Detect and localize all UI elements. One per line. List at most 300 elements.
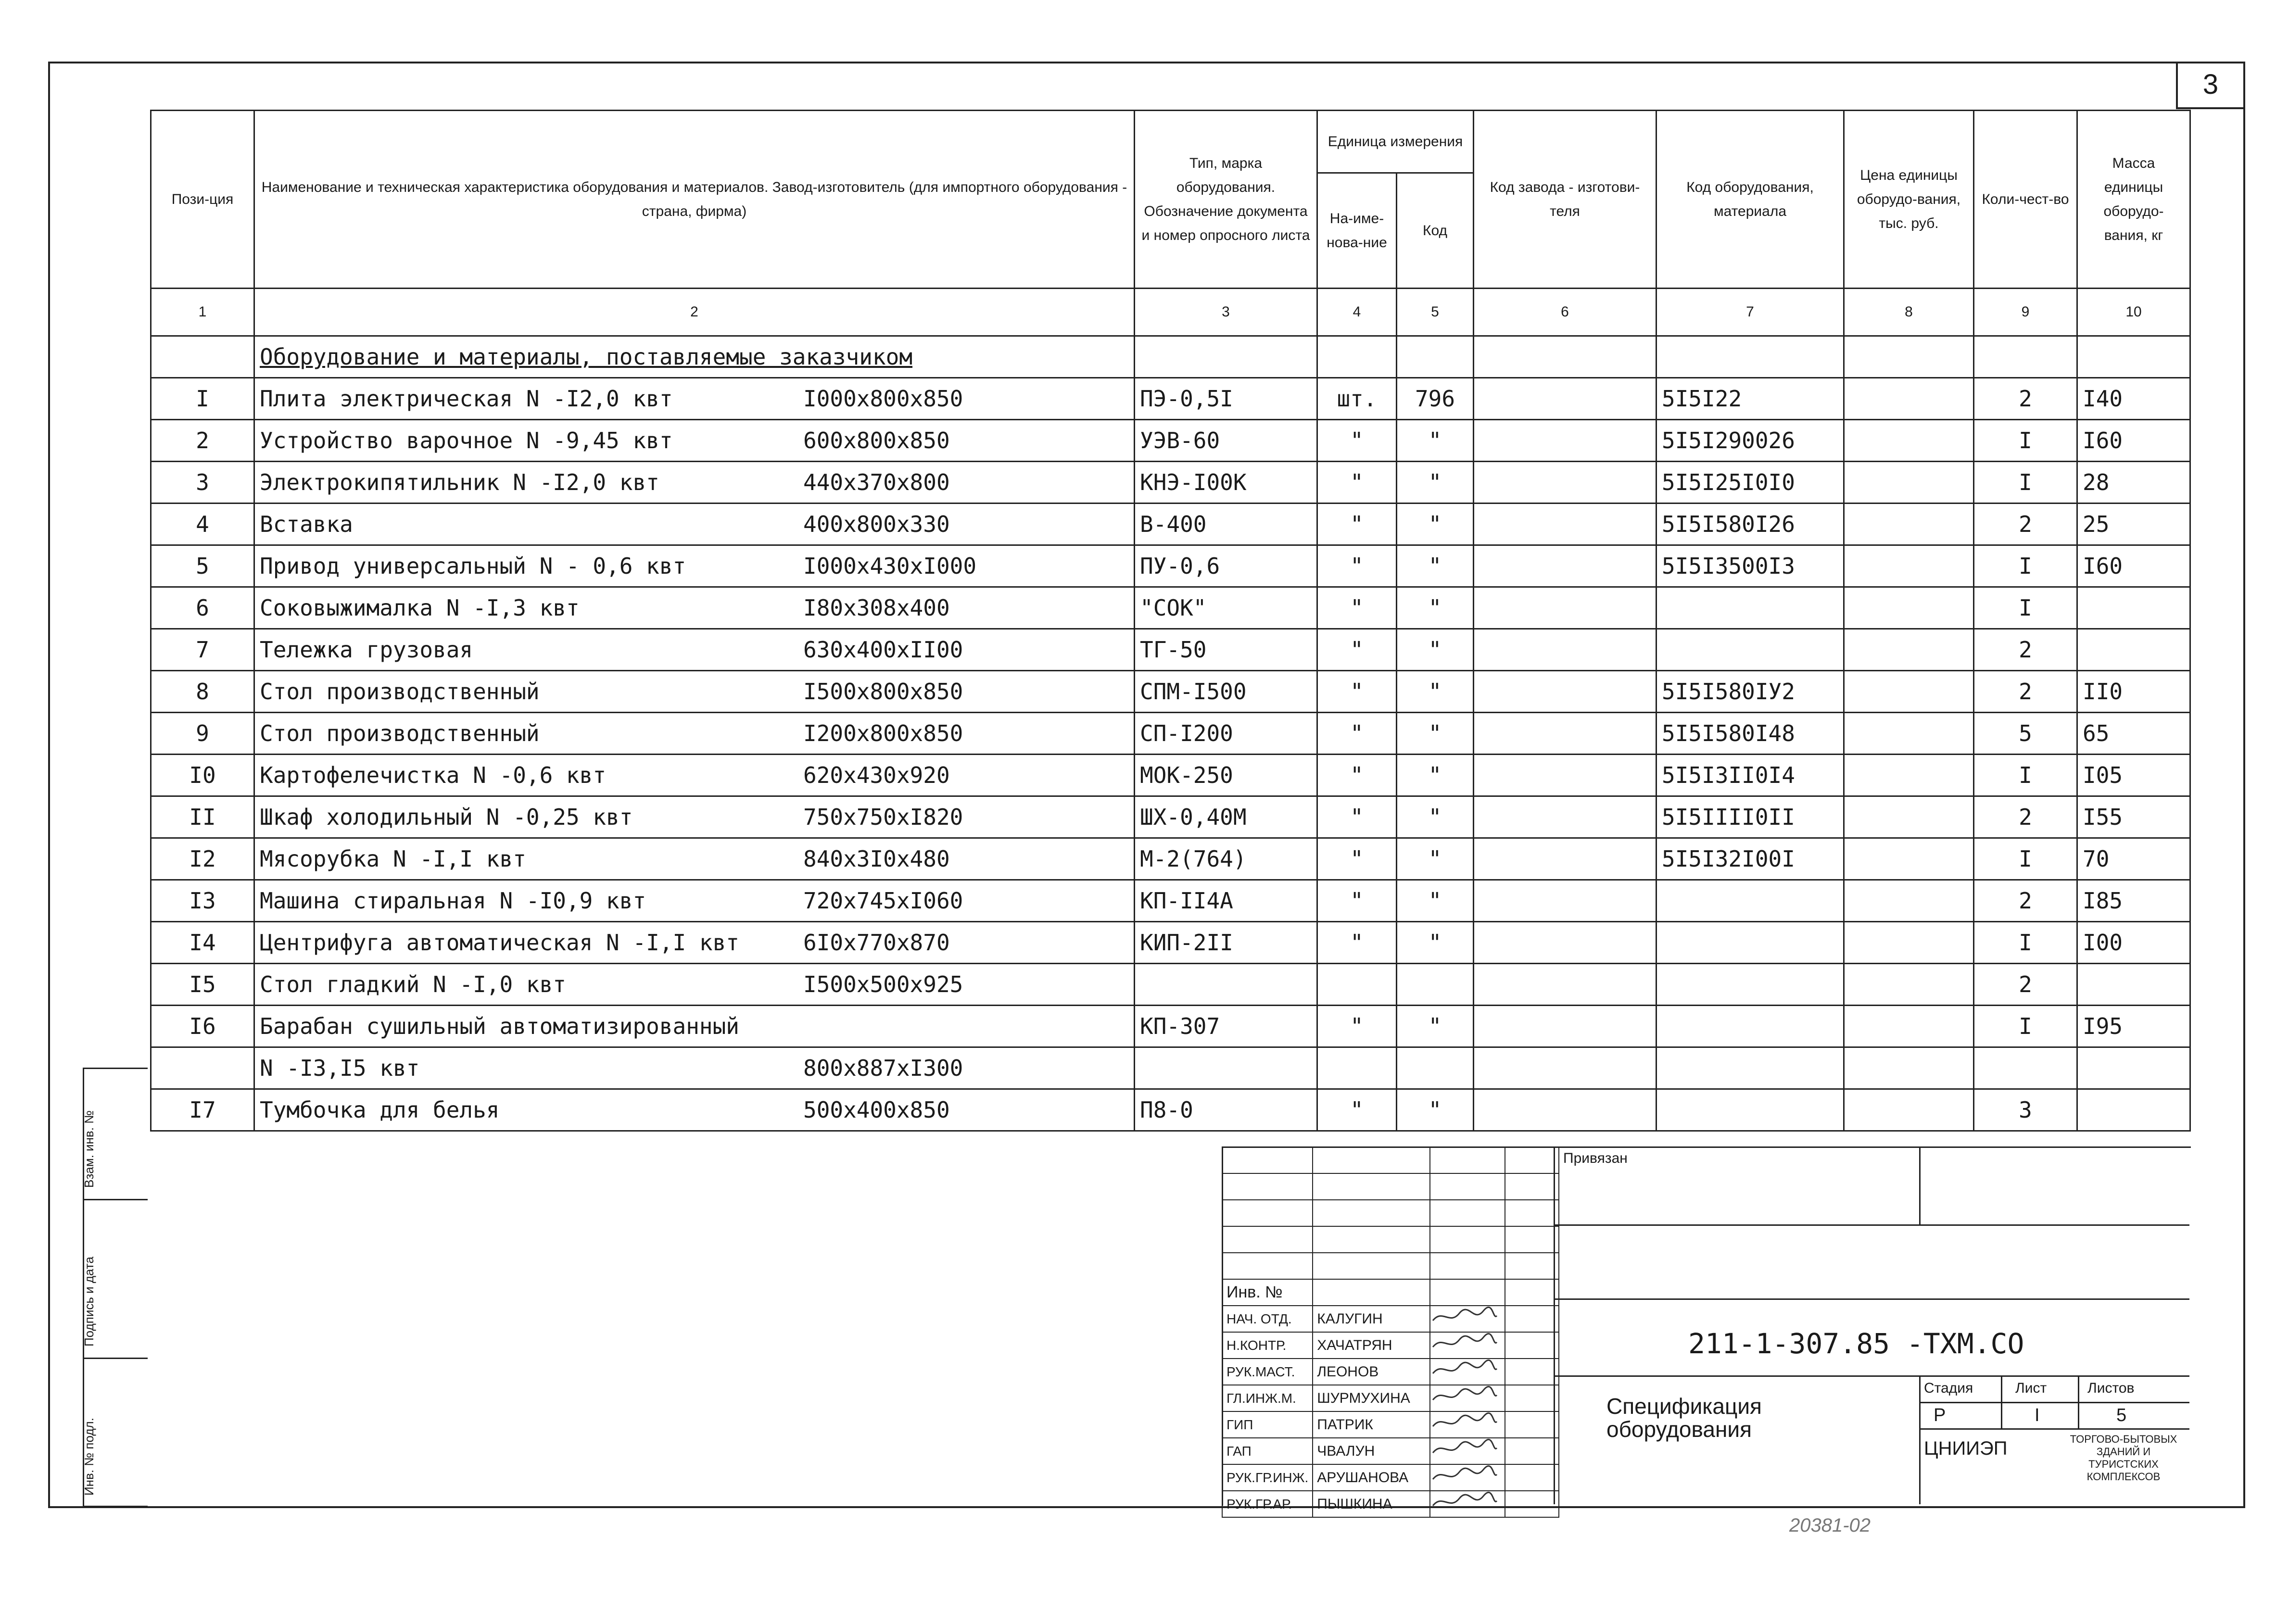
cell-name [254, 1047, 1135, 1089]
table-row [151, 1089, 2190, 1131]
table-row [151, 420, 2190, 462]
archive-number: 20381-02 [1789, 1515, 1871, 1536]
header-price: Цена единицы оборудо-вания, тыс. руб. [1844, 111, 1974, 289]
column-number: 3 [1135, 289, 1317, 336]
item-dimensions: I500x500x925 [803, 971, 963, 997]
signature [1430, 1491, 1505, 1517]
cell-factory-code [1474, 796, 1656, 838]
cell-name [254, 964, 1135, 1006]
document-code: 211-1-307.85 -ТХМ.СО [1688, 1327, 2024, 1360]
cell-price [1844, 378, 1974, 420]
cell-code [1656, 1089, 1844, 1131]
cell-price [1844, 462, 1974, 504]
signatory-row [1222, 1332, 1559, 1359]
signatory-role: РУК.ГР.ИНЖ. [1222, 1464, 1313, 1491]
cell-qty: 2 [1974, 671, 2077, 713]
cell-type: КП-307 [1135, 1006, 1317, 1047]
cell-unit: " [1317, 880, 1397, 922]
cell-mass: I85 [2077, 880, 2190, 922]
table-row [151, 713, 2190, 755]
item-name: Вставка [260, 511, 353, 537]
cell-mass: I00 [2077, 922, 2190, 964]
cell-factory-code [1474, 964, 1656, 1006]
cell-mass: 25 [2077, 504, 2190, 545]
cell-factory-code [1474, 1047, 1656, 1089]
cell-qty: I [1974, 1006, 2077, 1047]
cell-price [1844, 964, 1974, 1006]
cell-factory-code [1474, 922, 1656, 964]
cell-unit-code: " [1397, 671, 1474, 713]
cell-factory-code [1474, 838, 1656, 880]
cell-unit: " [1317, 462, 1397, 504]
item-name: Стол гладкий N -I,0 квт [260, 971, 566, 997]
side-label-replaced-inv: Взам. инв. № [82, 1110, 96, 1188]
cell-name [254, 1089, 1135, 1131]
cell-type: В-400 [1135, 504, 1317, 545]
cell-name [254, 755, 1135, 796]
cell-qty: 2 [1974, 964, 2077, 1006]
cell-type: СП-I200 [1135, 713, 1317, 755]
organization: ЦНИИЭП [1924, 1438, 2008, 1459]
table-row [151, 922, 2190, 964]
cell-name [254, 629, 1135, 671]
header-type: Тип, марка оборудования. Обозначение документа и номер опросного листа [1135, 111, 1317, 289]
side-label-inv-original: Инв. № подл. [82, 1418, 96, 1496]
cell-name [254, 713, 1135, 755]
cell-factory-code [1474, 713, 1656, 755]
cell-qty: I [1974, 462, 2077, 504]
cell-unit: шт. [1317, 378, 1397, 420]
item-name: N -I3,I5 квт [260, 1055, 420, 1081]
cell-qty: 2 [1974, 378, 2077, 420]
header-quantity: Коли-чест-во [1974, 111, 2077, 289]
cell-code [1656, 880, 1844, 922]
signature-date [1505, 1464, 1559, 1491]
stage-label: Стадия [1924, 1380, 1973, 1396]
item-dimensions: I000x430xI000 [803, 553, 977, 579]
cell-name [254, 671, 1135, 713]
cell-factory-code [1474, 755, 1656, 796]
signatory-name: ЛЕОНОВ [1313, 1359, 1430, 1385]
signatory-role: РУК.МАСТ. [1222, 1359, 1313, 1385]
cell-price [1844, 1089, 1974, 1131]
cell-price [1844, 629, 1974, 671]
cell-name [254, 545, 1135, 587]
item-dimensions: 440x370x800 [803, 469, 950, 495]
signature-date [1505, 1491, 1559, 1517]
item-name: Центрифуга автоматическая N -I,I квт [260, 930, 739, 956]
table-row [151, 796, 2190, 838]
cell-price [1844, 922, 1974, 964]
signature [1430, 1332, 1505, 1359]
column-number: 10 [2077, 289, 2190, 336]
header-unit: Единица измерения [1317, 111, 1474, 173]
cell-unit [1317, 964, 1397, 1006]
item-name: Тумбочка для белья [260, 1097, 500, 1123]
cell-type: КИП-2II [1135, 922, 1317, 964]
cell-unit-code [1397, 1047, 1474, 1089]
cell-qty: I [1974, 420, 2077, 462]
cell-name [254, 462, 1135, 504]
cell-factory-code [1474, 587, 1656, 629]
item-dimensions: 620x430x920 [803, 762, 950, 788]
cell-unit-code: " [1397, 504, 1474, 545]
signatory-role: ГИП [1222, 1411, 1313, 1438]
cell-type: ТГ-50 [1135, 629, 1317, 671]
cell-pos: II [151, 796, 254, 838]
cell-price [1844, 1006, 1974, 1047]
signatory-role: НАЧ. ОТД. [1222, 1306, 1313, 1332]
signatory-row [1222, 1491, 1559, 1517]
signature [1430, 1411, 1505, 1438]
cell-unit: " [1317, 504, 1397, 545]
cell-code [1656, 1006, 1844, 1047]
cell-qty: I [1974, 838, 2077, 880]
cell-code: 5I5I25I0I0 [1656, 462, 1844, 504]
item-name: Барабан сушильный автоматизированный [260, 1013, 739, 1039]
cell-code: 5I5I580I26 [1656, 504, 1844, 545]
cell-unit-code: 796 [1397, 378, 1474, 420]
cell-unit-code: " [1397, 838, 1474, 880]
cell-unit-code: " [1397, 796, 1474, 838]
signature-date [1505, 1306, 1559, 1332]
cell-code [1656, 587, 1844, 629]
table-row [151, 1006, 2190, 1047]
cell-qty: 2 [1974, 880, 2077, 922]
cell-qty: I [1974, 922, 2077, 964]
cell-pos: I5 [151, 964, 254, 1006]
signatory-name: АРУШАНОВА [1313, 1464, 1430, 1491]
cell-unit-code: " [1397, 922, 1474, 964]
cell-unit: " [1317, 671, 1397, 713]
cell-factory-code [1474, 1006, 1656, 1047]
cell-code: 5I5I3500I3 [1656, 545, 1844, 587]
signature-date [1505, 1385, 1559, 1411]
title-block-grid [1222, 1146, 1559, 1518]
table-row [151, 880, 2190, 922]
cell-factory-code [1474, 504, 1656, 545]
cell-code [1656, 922, 1844, 964]
stage-value: Р [1934, 1405, 1946, 1425]
item-name: Тележка грузовая [260, 637, 473, 663]
cell-type: МОК-250 [1135, 755, 1317, 796]
item-name: Стол производственный [260, 720, 540, 746]
table-row [151, 755, 2190, 796]
item-name: Привод универсальный N - 0,6 квт [260, 553, 686, 579]
signatory-name: ПЫШКИНА [1313, 1491, 1430, 1517]
signatory-row [1222, 1306, 1559, 1332]
cell-code: 5I5IIII0II [1656, 796, 1844, 838]
cell-mass: I60 [2077, 420, 2190, 462]
cell-type: ПЭ-0,5I [1135, 378, 1317, 420]
signatory-name: КАЛУГИН [1313, 1306, 1430, 1332]
cell-pos: I2 [151, 838, 254, 880]
cell-qty: 2 [1974, 796, 2077, 838]
cell-mass: II0 [2077, 671, 2190, 713]
table-row [151, 462, 2190, 504]
signature [1430, 1359, 1505, 1385]
cell-code: 5I5I22 [1656, 378, 1844, 420]
cell-factory-code [1474, 671, 1656, 713]
attached-label: Привязан [1563, 1150, 1628, 1166]
item-dimensions: 750x750xI820 [803, 804, 963, 830]
signatory-role: РУК.ГР.АР. [1222, 1491, 1313, 1517]
cell-code: 5I5I32I00I [1656, 838, 1844, 880]
signature [1430, 1306, 1505, 1332]
cell-code: 5I5I290026 [1656, 420, 1844, 462]
cell-mass: 65 [2077, 713, 2190, 755]
cell-mass: I55 [2077, 796, 2190, 838]
item-dimensions: 400x800x330 [803, 511, 950, 537]
column-number: 9 [1974, 289, 2077, 336]
cell-unit: " [1317, 420, 1397, 462]
signatory-row [1222, 1464, 1559, 1491]
cell-price [1844, 1047, 1974, 1089]
cell-mass [2077, 964, 2190, 1006]
cell-price [1844, 545, 1974, 587]
column-number: 6 [1474, 289, 1656, 336]
cell-price [1844, 504, 1974, 545]
item-dimensions: 630x400xII00 [803, 637, 963, 663]
cell-code [1656, 1047, 1844, 1089]
cell-pos: I7 [151, 1089, 254, 1131]
table-row [151, 378, 2190, 420]
cell-mass [2077, 629, 2190, 671]
cell-type: УЭВ-60 [1135, 420, 1317, 462]
signatory-row [1222, 1359, 1559, 1385]
cell-pos: I [151, 378, 254, 420]
cell-unit-code: " [1397, 462, 1474, 504]
column-number: 4 [1317, 289, 1397, 336]
cell-name [254, 587, 1135, 629]
cell-mass [2077, 587, 2190, 629]
group-title-row [151, 336, 2190, 378]
table-row [151, 964, 2190, 1006]
cell-price [1844, 713, 1974, 755]
item-name: Соковыжималка N -I,3 квт [260, 595, 580, 621]
cell-unit-code: " [1397, 420, 1474, 462]
cell-type: КП-II4А [1135, 880, 1317, 922]
cell-type [1135, 964, 1317, 1006]
cell-unit-code: " [1397, 629, 1474, 671]
inv-label: Инв. № [1222, 1279, 1313, 1306]
cell-qty: I [1974, 755, 2077, 796]
item-name: Стол производственный [260, 679, 540, 705]
cell-factory-code [1474, 880, 1656, 922]
table-row [151, 671, 2190, 713]
cell-name [254, 796, 1135, 838]
cell-factory-code [1474, 545, 1656, 587]
header-factory-code: Код завода - изготови-теля [1474, 111, 1656, 289]
cell-unit-code: " [1397, 713, 1474, 755]
cell-mass: 70 [2077, 838, 2190, 880]
item-dimensions: I200x800x850 [803, 720, 963, 746]
cell-unit-code: " [1397, 1089, 1474, 1131]
table-row [151, 838, 2190, 880]
cell-price [1844, 796, 1974, 838]
cell-factory-code [1474, 378, 1656, 420]
item-name: Картофелечистка N -0,6 квт [260, 762, 607, 788]
cell-name [254, 504, 1135, 545]
signatory-role: ГАП [1222, 1438, 1313, 1464]
cell-price [1844, 671, 1974, 713]
cell-code: 5I5I3II0I4 [1656, 755, 1844, 796]
cell-mass [2077, 1047, 2190, 1089]
signatory-row [1222, 1438, 1559, 1464]
cell-pos: 7 [151, 629, 254, 671]
cell-unit: " [1317, 922, 1397, 964]
item-dimensions: 800x887xI300 [803, 1055, 963, 1081]
cell-unit-code [1397, 964, 1474, 1006]
cell-type: ШХ-0,40М [1135, 796, 1317, 838]
item-name: Устройство варочное N -9,45 квт [260, 428, 673, 453]
signature-date [1505, 1438, 1559, 1464]
item-name: Машина стиральная N -I0,9 квт [260, 888, 646, 914]
cell-type: М-2(764) [1135, 838, 1317, 880]
header-equipment-code: Код оборудования, материала [1656, 111, 1844, 289]
cell-unit: " [1317, 713, 1397, 755]
item-name: Шкаф холодильный N -0,25 квт [260, 804, 633, 830]
cell-unit: " [1317, 1006, 1397, 1047]
item-dimensions: 840x3I0x480 [803, 846, 950, 872]
cell-unit: " [1317, 545, 1397, 587]
cell-pos: I6 [151, 1006, 254, 1047]
table-row [151, 1047, 2190, 1089]
cell-pos: 9 [151, 713, 254, 755]
cell-code [1656, 964, 1844, 1006]
item-dimensions: I80x308x400 [803, 595, 950, 621]
cell-type: КНЭ-I00К [1135, 462, 1317, 504]
cell-unit: " [1317, 587, 1397, 629]
side-label-signature-date: Подпись и дата [82, 1256, 96, 1347]
sheet-label: Лист [2015, 1380, 2047, 1396]
cell-unit-code: " [1397, 880, 1474, 922]
item-name: Электрокипятильник N -I2,0 квт [260, 469, 659, 495]
sheet-value: I [2035, 1405, 2040, 1425]
item-dimensions: I500x800x850 [803, 679, 963, 705]
cell-code [1656, 629, 1844, 671]
column-number-row [151, 289, 2190, 336]
cell-mass: I60 [2077, 545, 2190, 587]
column-number: 7 [1656, 289, 1844, 336]
cell-type: "СОК" [1135, 587, 1317, 629]
column-number: 2 [254, 289, 1135, 336]
cell-qty: I [1974, 545, 2077, 587]
header-unit-name: На-име-нова-ние [1317, 173, 1397, 289]
cell-unit-code: " [1397, 545, 1474, 587]
cell-mass [2077, 1089, 2190, 1131]
cell-pos: 4 [151, 504, 254, 545]
item-dimensions: 600x800x850 [803, 428, 950, 453]
cell-qty [1974, 1047, 2077, 1089]
cell-pos: 2 [151, 420, 254, 462]
cell-factory-code [1474, 462, 1656, 504]
cell-unit: " [1317, 755, 1397, 796]
sheets-label: Листов [2087, 1380, 2135, 1396]
cell-name [254, 922, 1135, 964]
cell-mass: 28 [2077, 462, 2190, 504]
cell-pos: I0 [151, 755, 254, 796]
signatory-row [1222, 1385, 1559, 1411]
cell-price [1844, 420, 1974, 462]
signatory-role: Н.КОНТР. [1222, 1332, 1313, 1359]
signatory-name: ПАТРИК [1313, 1411, 1430, 1438]
cell-pos: I4 [151, 922, 254, 964]
column-number: 1 [151, 289, 254, 336]
signature-date [1505, 1332, 1559, 1359]
cell-pos: 8 [151, 671, 254, 713]
cell-qty: I [1974, 587, 2077, 629]
cell-code: 5I5I580I48 [1656, 713, 1844, 755]
specification-table [150, 110, 2191, 1132]
signature [1430, 1438, 1505, 1464]
cell-unit-code: " [1397, 755, 1474, 796]
header-name: Наименование и техническая характеристика оборудования и материалов. Завод-изготовитель (для импортного оборудования - страна, фирма) [254, 111, 1135, 289]
cell-name [254, 1006, 1135, 1047]
item-dimensions: I000x800x850 [803, 386, 963, 412]
cell-qty: 5 [1974, 713, 2077, 755]
cell-qty: 2 [1974, 629, 2077, 671]
signatory-row [1222, 1411, 1559, 1438]
item-dimensions: 500x400x850 [803, 1097, 950, 1123]
signatory-name: ШУРМУХИНА [1313, 1385, 1430, 1411]
cell-qty: 2 [1974, 504, 2077, 545]
item-dimensions: 6I0x770x870 [803, 930, 950, 956]
cell-type: П8-0 [1135, 1089, 1317, 1131]
cell-unit: " [1317, 796, 1397, 838]
group-title: Оборудование и материалы, поставляемые заказчиком [260, 344, 913, 370]
table-row [151, 629, 2190, 671]
column-number: 5 [1397, 289, 1474, 336]
cell-unit-code: " [1397, 1006, 1474, 1047]
cell-mass: I05 [2077, 755, 2190, 796]
cell-unit-code: " [1397, 587, 1474, 629]
cell-price [1844, 838, 1974, 880]
signature-date [1505, 1359, 1559, 1385]
cell-mass: I95 [2077, 1006, 2190, 1047]
cell-price [1844, 587, 1974, 629]
cell-name [254, 838, 1135, 880]
cell-type: ПУ-0,6 [1135, 545, 1317, 587]
organization-description: ТОРГОВО-БЫТОВЫХ ЗДАНИЙ И ТУРИСТСКИХ КОМПЛЕКСОВ [2070, 1433, 2177, 1483]
cell-unit [1317, 1047, 1397, 1089]
cell-pos: 6 [151, 587, 254, 629]
cell-unit: " [1317, 1089, 1397, 1131]
item-name: Плита электрическая N -I2,0 квт [260, 386, 673, 412]
cell-name [254, 378, 1135, 420]
signatory-name: ЧВАЛУН [1313, 1438, 1430, 1464]
cell-factory-code [1474, 420, 1656, 462]
signature-date [1505, 1411, 1559, 1438]
item-name: Мясорубка N -I,I квт [260, 846, 526, 872]
cell-qty: 3 [1974, 1089, 2077, 1131]
signatory-role: ГЛ.ИНЖ.М. [1222, 1385, 1313, 1411]
sheet-number: 3 [2176, 62, 2243, 109]
signature [1430, 1464, 1505, 1491]
cell-code: 5I5I580IУ2 [1656, 671, 1844, 713]
signature [1430, 1385, 1505, 1411]
item-dimensions: 720x745xI060 [803, 888, 963, 914]
cell-name [254, 880, 1135, 922]
header-position: Пози-ция [151, 111, 254, 289]
cell-type [1135, 1047, 1317, 1089]
cell-pos [151, 1047, 254, 1089]
cell-pos: 3 [151, 462, 254, 504]
cell-pos: 5 [151, 545, 254, 587]
cell-name [254, 420, 1135, 462]
cell-factory-code [1474, 629, 1656, 671]
table-row [151, 545, 2190, 587]
